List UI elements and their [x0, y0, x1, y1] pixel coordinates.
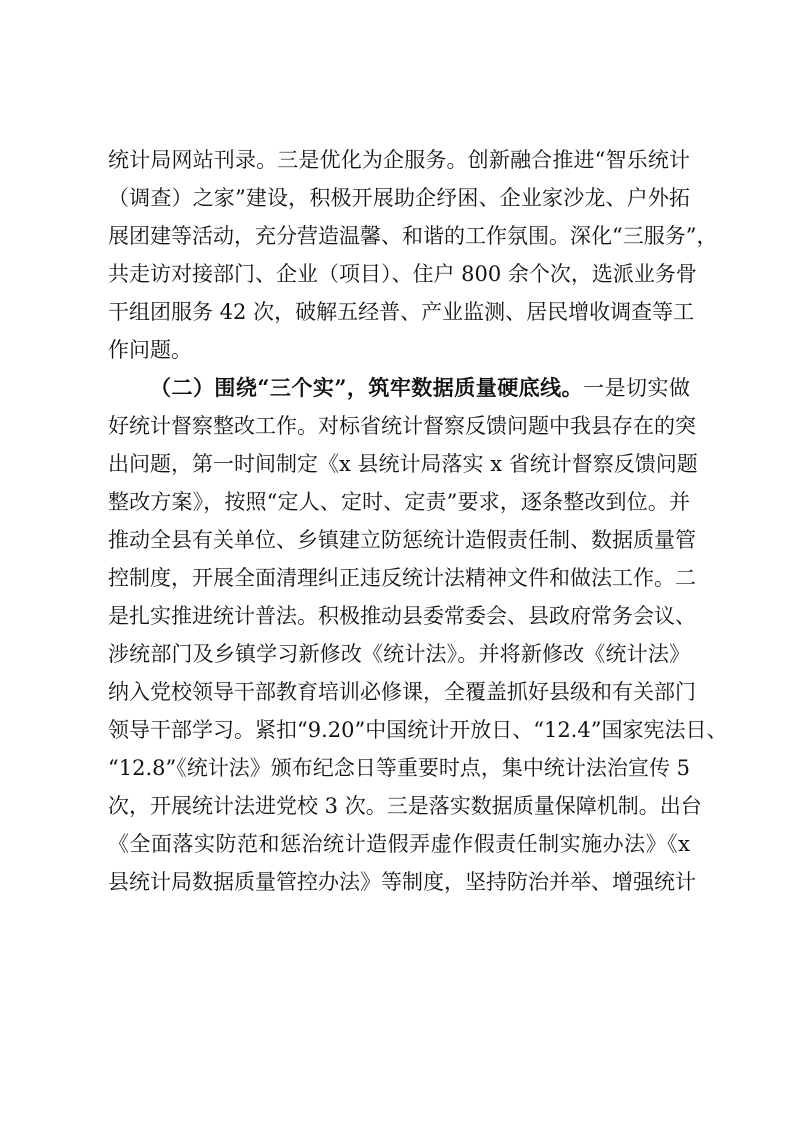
text-line: 纳入党校领导干部教育培训必修课，全覆盖抓好县级和有关部门	[108, 680, 696, 704]
text-line: 整改方案》，按照“定人、定时、定责”要求，逐条整改到位。并	[108, 490, 690, 514]
text-line: 领导干部学习。紧扣“9.20”中国统计开放日、“12.4”国家宪法日、	[108, 718, 728, 742]
text-line: 展团建等活动，充分营造温馨、和谐的工作氛围。深化“三服务”，	[108, 224, 718, 248]
text-line: （调查）之家”建设，积极开展助企纾困、企业家沙龙、户外拓	[108, 186, 690, 210]
text-line: 作问题。	[108, 338, 192, 362]
text-run: 一是切实做	[583, 376, 690, 400]
text-line: 涉统部门及乡镇学习新修改《统计法》。并将新修改《统计法》	[108, 642, 690, 666]
text-line: 好统计督察整改工作。对标省统计督察反馈问题中我县存在的突	[108, 414, 696, 438]
section-heading: （二）围绕“三个实”，筑牢数据质量硬底线。	[150, 375, 584, 400]
text-line: 控制度，开展全面清理纠正违反统计法精神文件和做法工作。二	[108, 566, 696, 590]
text-line: 推动全县有关单位、乡镇建立防惩统计造假责任制、数据质量管	[108, 528, 696, 552]
document-body	[108, 141, 728, 901]
text-line: 县统计局数据质量管控办法》等制度，坚持防治并举、增强统计	[108, 870, 696, 894]
text-line: 统计局网站刊录。三是优化为企服务。创新融合推进“智乐统计	[108, 148, 690, 172]
text-line: 共走访对接部门、企业（项目）、住户 800 余个次，选派业务骨	[108, 262, 697, 286]
paragraph-1	[108, 141, 718, 369]
section-heading-line	[108, 369, 690, 407]
text-line: 干组团服务 42 次，破解五经普、产业监测、居民增收调查等工	[108, 300, 695, 324]
text-line: 次，开展统计法进党校 3 次。三是落实数据质量保障机制。出台	[108, 794, 702, 818]
paragraph-2	[108, 369, 728, 901]
text-line: “12.8”《统计法》颁布纪念日等重要时点，集中统计法治宣传 5	[108, 756, 690, 780]
text-line: 是扎实推进统计普法。积极推动县委常委会、县政府常务会议、	[108, 604, 696, 628]
text-line: 《全面落实防范和惩治统计造假弄虚作假责任制实施办法》《x	[108, 832, 690, 856]
text-line: 出问题，第一时间制定《x 县统计局落实 x 省统计督察反馈问题	[108, 452, 698, 476]
